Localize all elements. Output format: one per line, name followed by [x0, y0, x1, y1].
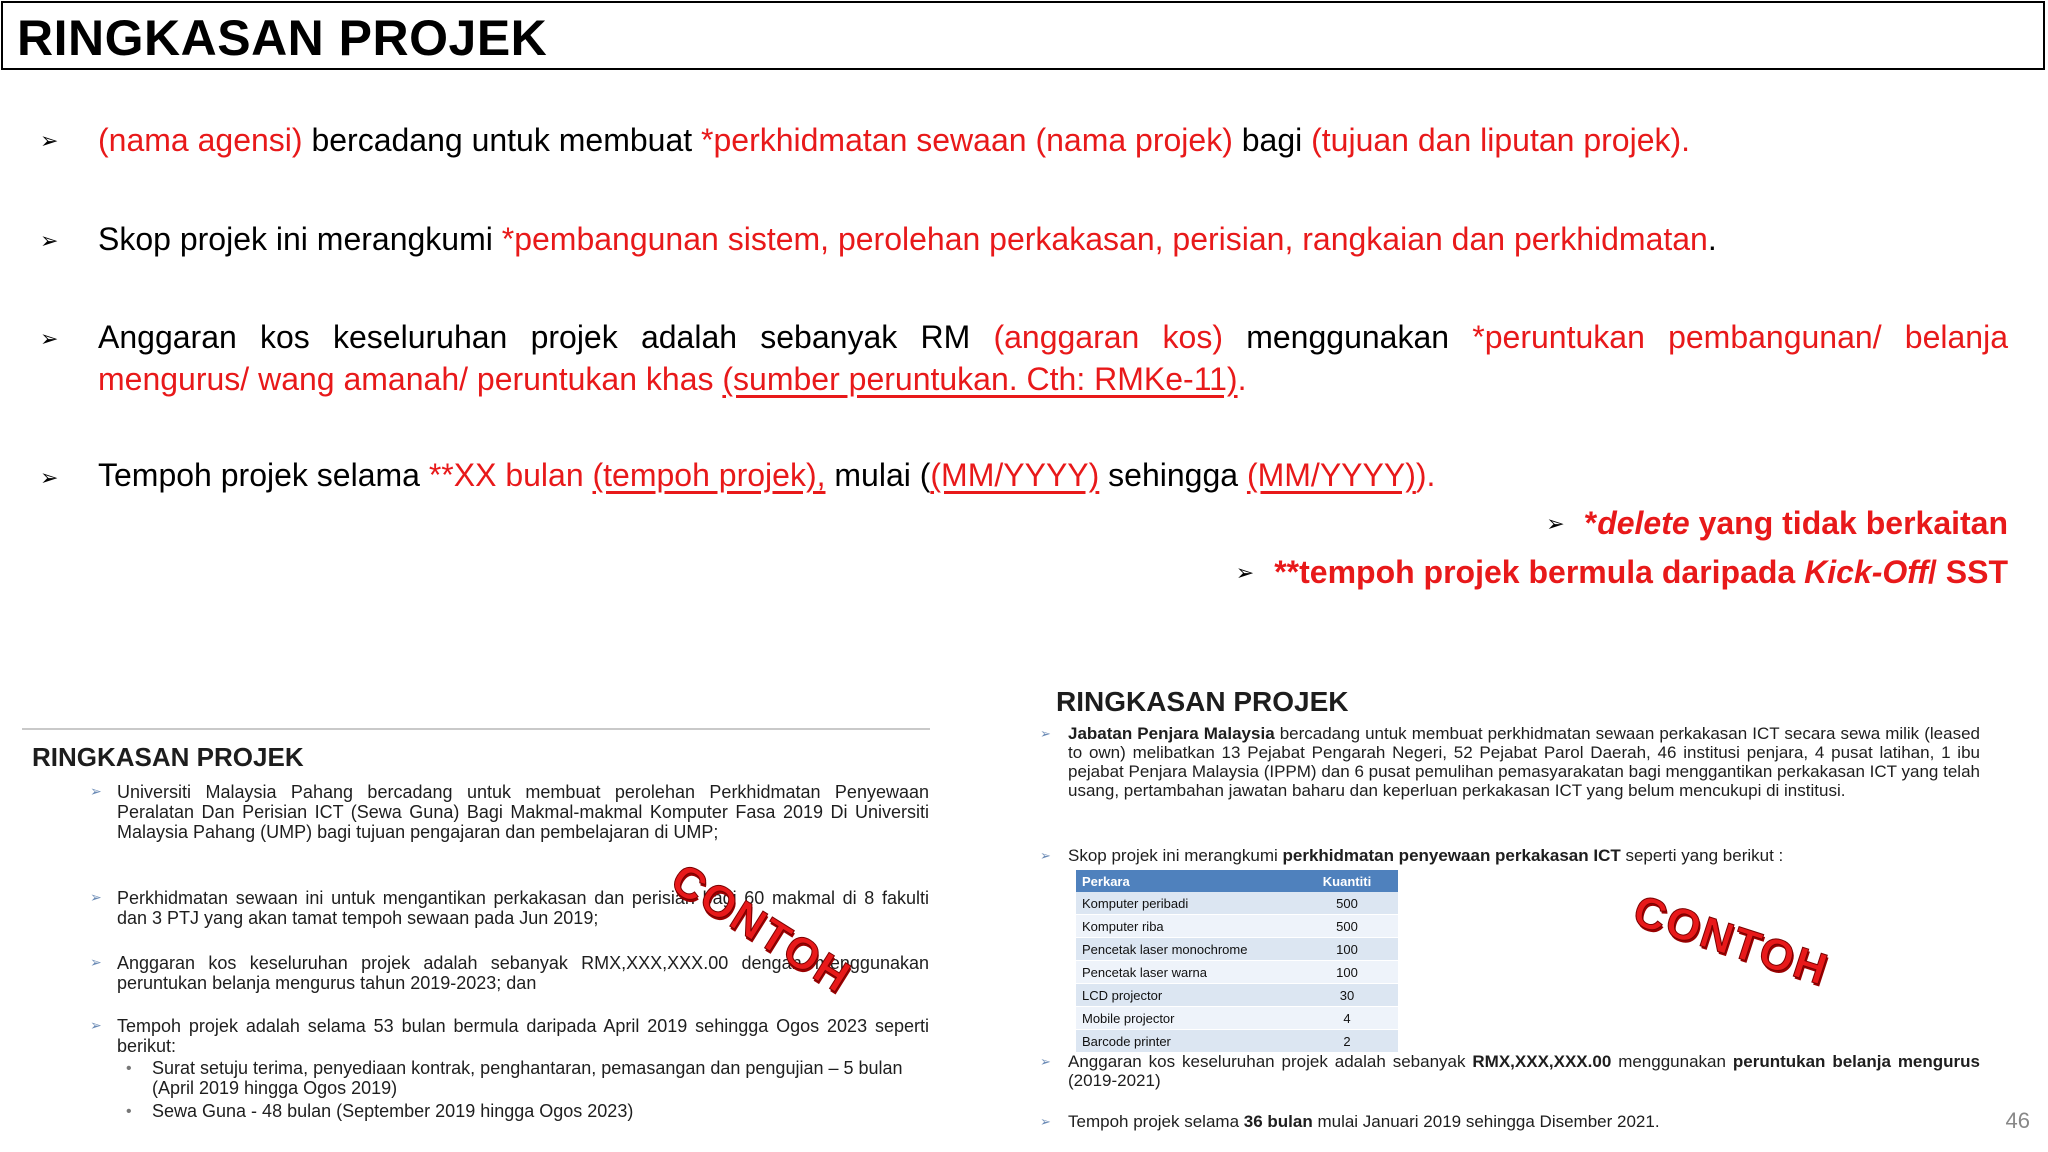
equipment-table: [1076, 870, 1398, 1053]
scope-placeholder: *pembangunan sistem, perolehan perkakasan, perisian, rangkaian dan perkhidmatan: [501, 221, 1708, 257]
bullet-4: [98, 454, 1435, 496]
bullet-arrow-icon: ➢: [90, 889, 102, 905]
table-cell: 2: [1296, 1030, 1398, 1053]
text: (2019-2021): [1068, 1071, 1161, 1090]
text: menggunakan: [1223, 319, 1473, 355]
table-header-row: [1076, 870, 1398, 892]
sample-subitem-1: Surat setuju terima, penyediaan kontrak, penghantaran, pemasangan dan pengujian – 5 bulan (April 2019 hingga Ogos 2019): [152, 1058, 903, 1098]
table-row: [1076, 984, 1398, 1007]
text: Anggaran kos keseluruhan projek adalah sebanyak RM: [98, 319, 994, 355]
table-cell: Komputer riba: [1076, 915, 1296, 938]
bullet-arrow-icon: ➢: [40, 228, 59, 253]
table-cell: Barcode printer: [1076, 1030, 1296, 1053]
bullet-1: [98, 119, 1690, 161]
bullet-arrow-icon: ➢: [90, 954, 102, 970]
text: delete: [1597, 505, 1690, 541]
text: Skop projek ini merangkumi: [98, 221, 502, 257]
table-row: [1076, 1007, 1398, 1030]
text: Jabatan Penjara Malaysia: [1068, 724, 1275, 743]
table-row: [1076, 961, 1398, 984]
table-cell: 100: [1296, 938, 1398, 961]
text: Kick-Off: [1804, 554, 1928, 590]
sample-item-2: [1068, 846, 1980, 865]
sample-item-1: [1068, 724, 1980, 800]
source-placeholder: (sumber peruntukan. Cth: RMKe-11): [722, 361, 1238, 397]
bullet-arrow-icon: ➢: [1040, 726, 1051, 741]
text: .: [1237, 361, 1247, 397]
text: **tempoh projek bermula daripada: [1274, 554, 1805, 590]
bullet-arrow-icon: ➢: [40, 326, 59, 351]
table-cell: 30: [1296, 984, 1398, 1007]
text: / SST: [1927, 554, 2008, 590]
text: ).: [1415, 457, 1436, 493]
text: peruntukan belanja mengurus: [1732, 1052, 1980, 1071]
column-header: Kuantiti: [1296, 870, 1398, 892]
duration-label: (tempoh projek),: [592, 457, 826, 493]
sample-title: RINGKASAN PROJEK: [1056, 686, 1349, 717]
purpose-placeholder: (tujuan dan liputan projek).: [1311, 122, 1691, 158]
sample-item-4: [1068, 1112, 1980, 1131]
start-date-placeholder: (MM/YYYY): [930, 457, 1100, 493]
column-header: Perkara: [1076, 870, 1296, 892]
sample-item-4: Tempoh projek adalah selama 53 bulan bermula daripada April 2019 sehingga Ogos 2023 seperti berikut:: [117, 1016, 929, 1056]
page-number: 46: [2005, 1108, 2030, 1133]
text: Skop projek ini merangkumi: [1068, 846, 1283, 865]
text: *: [1584, 505, 1598, 541]
bullet-2: [98, 218, 1717, 260]
allocation-placeholder: *peruntukan pembangunan/ belanja: [1472, 319, 2009, 355]
sample-subitem-2: Sewa Guna - 48 bulan (September 2019 hingga Ogos 2023): [152, 1101, 634, 1121]
allocation-placeholder-cont: mengurus/ wang amanah/ peruntukan khas: [98, 361, 723, 397]
bullet-arrow-icon: ➢: [90, 783, 102, 799]
table-cell: 4: [1296, 1007, 1398, 1030]
table-cell: Pencetak laser monochrome: [1076, 938, 1296, 961]
bullet-arrow-icon: ➢: [1040, 848, 1051, 863]
contoh-stamp: CONTOH: [1627, 886, 1835, 996]
example-image-right: [1040, 686, 2040, 1146]
text: bagi: [1232, 122, 1312, 158]
sample-item-2: Perkhidmatan sewaan ini untuk mengantikan perkakasan dan perisian bagi 60 makmal di 8 fakulti dan 3 PTJ yang akan tamat tempoh sewaan pada Jun 2019;: [117, 888, 929, 928]
project-name-placeholder: *perkhidmatan sewaan (nama projek): [701, 122, 1233, 158]
text: Anggaran kos keseluruhan projek adalah sebanyak: [1068, 1052, 1473, 1071]
bullet-dot-icon: •: [126, 1103, 132, 1120]
text: 36 bulan: [1243, 1112, 1313, 1131]
text: seperti yang berikut :: [1620, 846, 1784, 865]
text: .: [1707, 221, 1717, 257]
table-row: [1076, 892, 1398, 915]
bullet-arrow-icon: ➢: [1040, 1114, 1051, 1129]
bullet-arrow-icon: ➢: [1040, 1054, 1051, 1069]
table-cell: Pencetak laser warna: [1076, 961, 1296, 984]
contoh-stamp: CONTOH: [662, 854, 860, 1003]
text: mulai Januari 2019 sehingga Disember 2021.: [1312, 1112, 1660, 1131]
bullet-arrow-icon: ➢: [90, 1017, 102, 1033]
sample-title: RINGKASAN PROJEK: [32, 742, 304, 772]
table-row: [1076, 1030, 1398, 1053]
duration-placeholder: **XX bulan: [428, 457, 593, 493]
sample-item-1: Universiti Malaysia Pahang bercadang untuk membuat perolehan Perkhidmatan Penyewaan Peralatan Dan Perisian ICT (Sewa Guna) Bagi Makmal-makmal Komputer Fasa 2019 Di Universiti Malaysia Pahang (UMP) bagi tujuan pengajaran dan pembelajaran di UMP;: [117, 782, 929, 842]
bullet-3-line-1: [98, 316, 2008, 358]
title-bar: [1, 1, 2045, 70]
divider: [22, 728, 930, 730]
page-title: RINGKASAN PROJEK: [17, 10, 548, 66]
bullet-3-line-2: [98, 358, 1246, 400]
text: perkhidmatan penyewaan perkakasan ICT: [1282, 846, 1621, 865]
text: Tempoh projek selama: [1068, 1112, 1244, 1131]
text: menggunakan: [1611, 1052, 1733, 1071]
text: Tempoh projek selama: [98, 457, 429, 493]
table-row: [1076, 915, 1398, 938]
text: sehingga: [1099, 457, 1247, 493]
note-tempoh: [1236, 554, 2008, 591]
agency-placeholder: (nama agensi): [98, 122, 303, 158]
text: RMX,XXX,XXX.00: [1472, 1052, 1612, 1071]
bullet-dot-icon: •: [126, 1060, 132, 1077]
example-image-left: [22, 724, 934, 1149]
table-cell: 500: [1296, 915, 1398, 938]
text: yang tidak berkaitan: [1689, 505, 2008, 541]
text: bercadang untuk membuat: [302, 122, 702, 158]
table-cell: Komputer peribadi: [1076, 892, 1296, 915]
text: mulai (: [825, 457, 931, 493]
cost-placeholder: (anggaran kos): [993, 319, 1224, 355]
table-cell: LCD projector: [1076, 984, 1296, 1007]
note-delete: [1546, 505, 2008, 542]
end-date-placeholder: (MM/YYYY): [1246, 457, 1416, 493]
table-cell: 100: [1296, 961, 1398, 984]
sample-item-3: [1068, 1052, 1980, 1090]
text: bercadang untuk membuat perkhidmatan sewaan perkakasan ICT secara sewa milik (leased to own) melibatkan 13 Pejabat Pengarah Negeri, 52 Pejabat Parol Daerah, 46 institusi penjara, 4 pusat latihan, 1 ibu pejabat Penjara Malaysia (IPPM) dan 6 pusat pemulihan pemasyarakatan bagi menggantikan perkakasan ICT yang telah usang, pertambahan jawatan baharu dan keperluan perkakasan ICT yang belum mencukupi di institusi.: [1068, 724, 1980, 800]
bullet-arrow-icon: ➢: [40, 465, 59, 490]
sample-item-3: Anggaran kos keseluruhan projek adalah sebanyak RMX,XXX,XXX.00 dengan menggunakan peruntukan belanja mengurus tahun 2019-2023; dan: [117, 953, 929, 993]
bullet-arrow-icon: ➢: [1235, 560, 1255, 585]
table-row: [1076, 938, 1398, 961]
bullet-arrow-icon: ➢: [40, 128, 59, 153]
table-cell: Mobile projector: [1076, 1007, 1296, 1030]
bullet-arrow-icon: ➢: [1546, 511, 1565, 536]
table-cell: 500: [1296, 892, 1398, 915]
